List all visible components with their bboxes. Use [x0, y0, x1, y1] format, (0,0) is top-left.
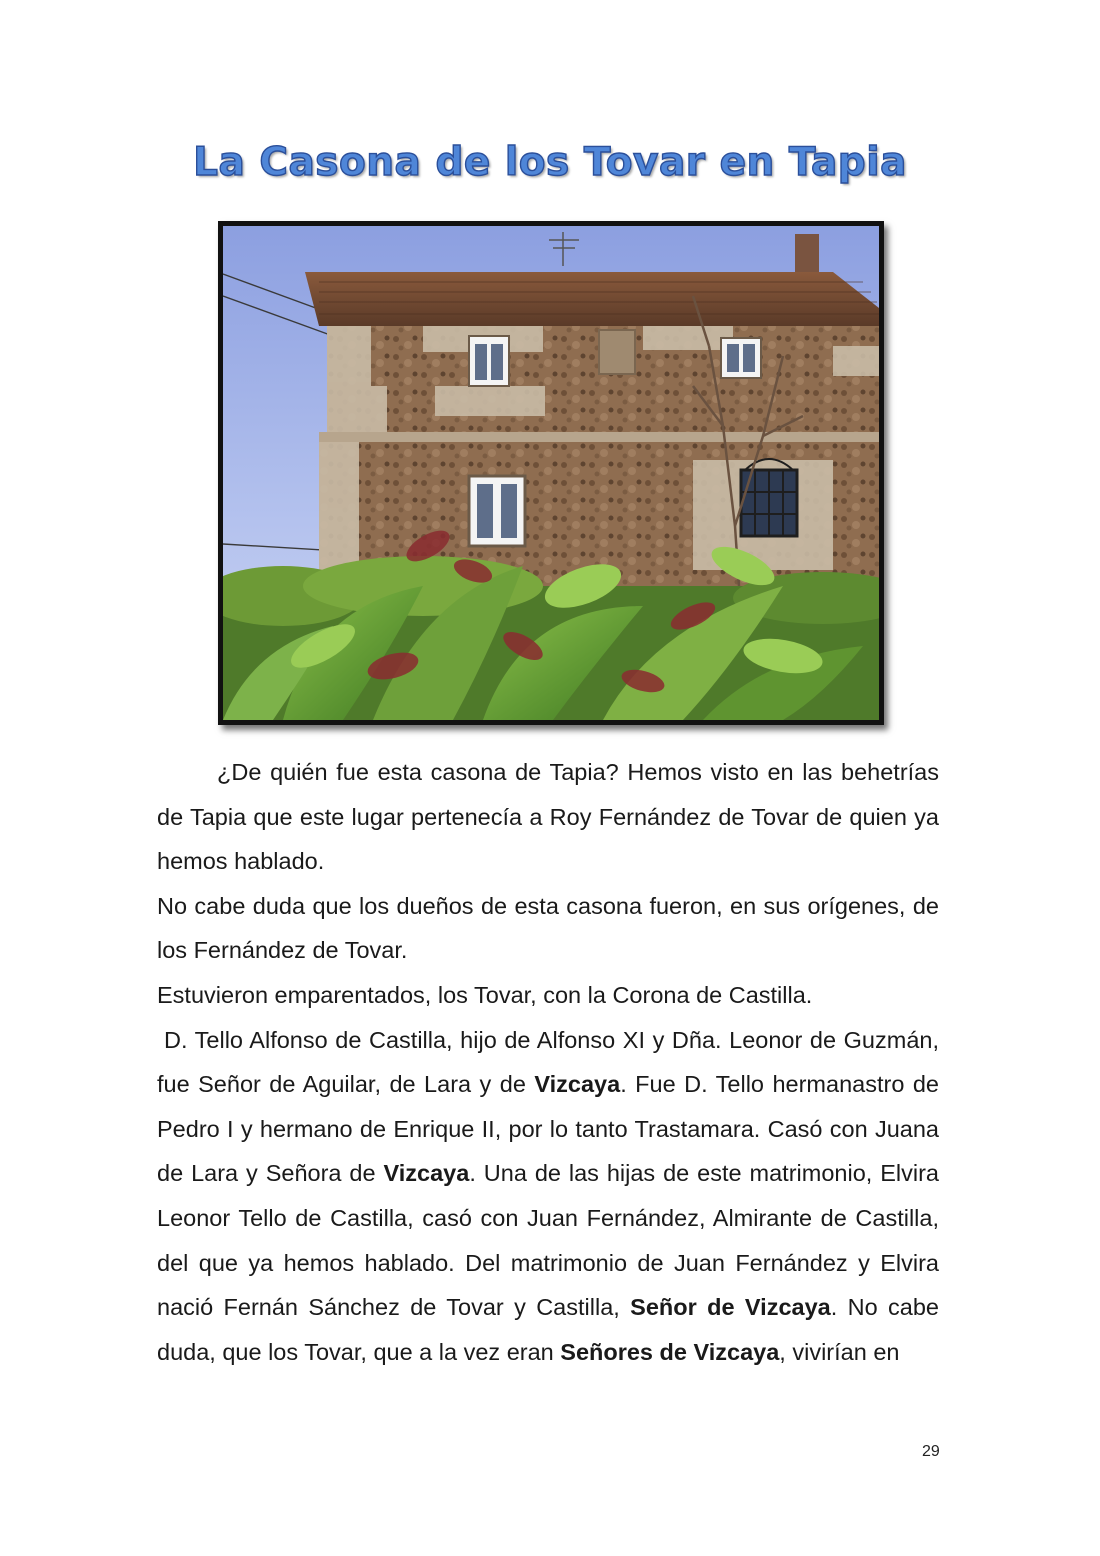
paragraph-1	[157, 750, 939, 884]
paragraph-2	[157, 884, 939, 973]
bold-senores-de-vizcaya: Señores de Vizcaya	[560, 1338, 780, 1365]
page-title: La Casona de los Tovar en Tapia	[193, 140, 907, 185]
bold-senor-de-vizcaya: Señor de Vizcaya	[630, 1294, 831, 1321]
paragraph-4-text: , vivirían en	[779, 1338, 900, 1365]
paragraph-4-text: . No cabe duda, que los Tovar, que a la vez eran	[157, 1294, 939, 1365]
bold-vizcaya-2: Vizcaya	[383, 1160, 470, 1187]
paragraph-2-text: No cabe duda que los dueños de esta casona fueron, en sus orígenes, de los Fernández de Tovar.	[157, 892, 939, 964]
paragraph-1-text: ¿De quién fue esta casona de Tapia? Hemos visto en las behetrías de Tapia que este lugar pertenecía a Roy Fernández de Tovar de quien ya hemos hablado.	[157, 759, 939, 875]
article-body	[157, 750, 939, 1374]
paragraph-3-text: Estuvieron emparentados, los Tovar, con la Corona de Castilla.	[157, 981, 813, 1008]
paragraph-4-text: . Una de las hijas de este matrimonio, Elvira Leonor Tello de Castilla, casó con Juan Fernández, Almirante de Castilla, del que ya hemos hablado. Del matrimonio de Juan Fernández y Elvira nació Fernán Sánchez de Tovar y Castilla,	[157, 1160, 939, 1321]
paragraph-4-text: D. Tello Alfonso de Castilla, hijo de Alfonso XI y Dña. Leonor de Guzmán, fue Señor de Aguilar, de Lara y de	[157, 1026, 939, 1098]
upper-window-left	[469, 336, 509, 386]
casona-photo-illustration	[223, 226, 879, 720]
bold-vizcaya-1: Vizcaya	[534, 1071, 621, 1098]
paragraph-3	[157, 973, 939, 1018]
paragraph-4	[157, 1018, 939, 1375]
page-number: 29	[922, 1443, 940, 1460]
paragraph-4-text: . Fue D. Tello hermanastro de Pedro I y hermano de Enrique II, por lo tanto Trastamara. Casó con Juana de Lara y Señora de	[157, 1071, 939, 1187]
casona-photo	[218, 221, 884, 725]
